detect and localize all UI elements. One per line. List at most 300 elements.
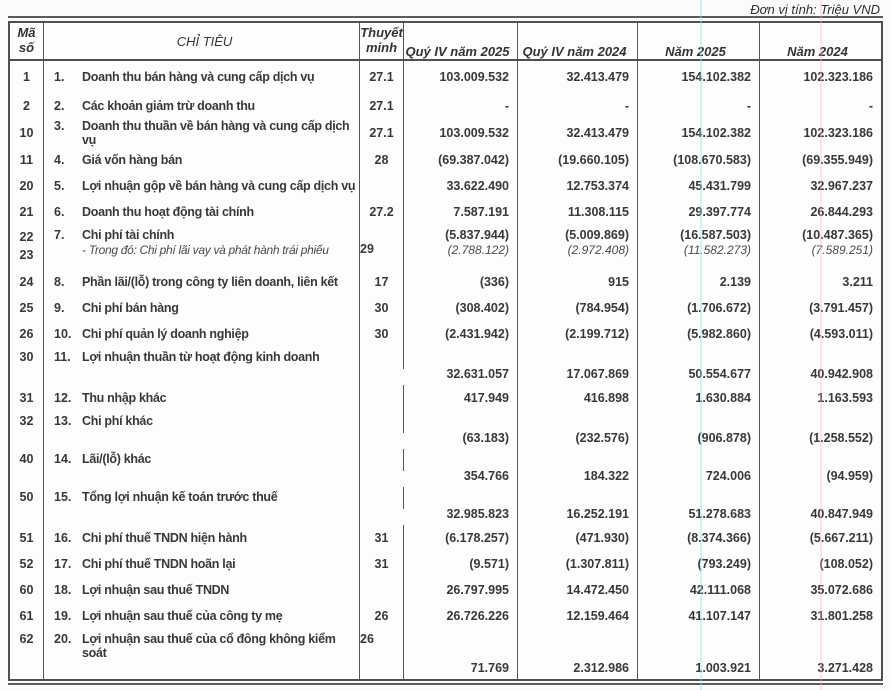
header-col-label: Năm 2025 xyxy=(665,44,726,59)
row-value-text: 3.271.428 xyxy=(817,661,873,675)
row-value-text: 40.847.949 xyxy=(810,507,873,521)
row-note xyxy=(360,577,404,603)
row-label-cell xyxy=(44,173,360,199)
row-value xyxy=(760,347,881,385)
table-header-row xyxy=(10,23,881,61)
row-value-text: 26.726.226 xyxy=(446,609,509,623)
row-number: 17. xyxy=(54,557,72,571)
row-value-text: (9.571) xyxy=(469,557,509,571)
table-row xyxy=(10,411,881,449)
row-value-text: 31.801.258 xyxy=(810,609,873,623)
row-value xyxy=(638,93,760,119)
row-value-text: - xyxy=(624,99,629,113)
row-label-line xyxy=(54,228,357,242)
row-value-text: 14.472.450 xyxy=(566,583,629,597)
row-value-text: 354.766 xyxy=(463,469,509,483)
row-value-text: 1.630.884 xyxy=(695,391,751,405)
row-label-line xyxy=(54,153,357,167)
row-value xyxy=(760,321,881,347)
row-label-line xyxy=(54,557,357,571)
row-code-value: 11 xyxy=(19,153,34,167)
row-value-text: 2.312.986 xyxy=(573,661,629,675)
row-value xyxy=(760,269,881,295)
row-value-text: (232.576) xyxy=(575,431,629,445)
row-value xyxy=(518,173,638,199)
row-value xyxy=(760,603,881,629)
row-label: Doanh thu thuần về bán hàng và cung cấp dịch vụ xyxy=(82,119,350,147)
row-value-text: 45.431.799 xyxy=(688,179,751,193)
row-note xyxy=(360,487,404,509)
header-col-label: Năm 2024 xyxy=(787,44,848,59)
row-note xyxy=(360,295,404,321)
header-note xyxy=(360,23,404,59)
row-note-value: 26 xyxy=(374,609,389,623)
row-sublabel xyxy=(54,243,357,257)
row-value-text: 417.949 xyxy=(463,391,509,405)
row-value-text: 41.107.147 xyxy=(688,609,751,623)
row-value-text: 33.622.490 xyxy=(446,179,509,193)
row-value-text: (5.837.944) xyxy=(445,228,509,242)
row-value xyxy=(760,487,881,525)
row-value xyxy=(518,93,638,119)
row-value-text: (5.982.860) xyxy=(687,327,751,341)
row-number: 1. xyxy=(54,70,65,84)
row-label: Tổng lợi nhuận kế toán trước thuế xyxy=(82,490,278,504)
row-code-value: 52 xyxy=(19,557,34,571)
row-note-value: 17 xyxy=(374,275,389,289)
row-code-value: 24 xyxy=(19,275,34,289)
row-value-text: 26.844.293 xyxy=(810,205,873,219)
row-code xyxy=(10,269,44,295)
row-value-text: - xyxy=(504,99,509,113)
row-code-value: 51 xyxy=(19,531,34,545)
row-value-text: 17.067.869 xyxy=(566,367,629,381)
row-value xyxy=(518,577,638,603)
row-label: Chi phí thuế TNDN hiện hành xyxy=(82,531,247,545)
row-label: Lợi nhuận thuần từ hoạt động kinh doanh xyxy=(82,350,320,364)
row-subvalue-text: (2.788.122) xyxy=(447,243,509,257)
row-label: Chi phí quản lý doanh nghiệp xyxy=(82,327,249,341)
row-label-line xyxy=(54,490,357,504)
row-label-line xyxy=(54,391,357,405)
row-value xyxy=(404,119,518,147)
row-label-line xyxy=(54,583,357,597)
row-value xyxy=(760,199,881,225)
row-number: 14. xyxy=(54,452,72,466)
row-value xyxy=(404,269,518,295)
row-value-text: (784.954) xyxy=(575,301,629,315)
row-value xyxy=(638,603,760,629)
row-label-line xyxy=(54,327,357,341)
row-value-text: 29.397.774 xyxy=(688,205,751,219)
row-value-text: 32.985.823 xyxy=(446,507,509,521)
row-code xyxy=(10,449,44,487)
row-label-line xyxy=(54,531,357,545)
row-note xyxy=(360,225,404,269)
row-value xyxy=(518,525,638,551)
row-number: 4. xyxy=(54,153,65,167)
row-value xyxy=(518,225,638,269)
row-value xyxy=(404,629,518,679)
row-label-line xyxy=(54,452,357,466)
table-row xyxy=(10,525,881,551)
row-value xyxy=(638,385,760,411)
row-value xyxy=(638,321,760,347)
row-code xyxy=(10,347,44,385)
row-value-text: 1.163.593 xyxy=(817,391,873,405)
row-value xyxy=(404,93,518,119)
row-value xyxy=(760,225,881,269)
row-value xyxy=(518,61,638,93)
row-label-cell xyxy=(44,449,360,487)
row-code xyxy=(10,385,44,411)
row-value xyxy=(518,551,638,577)
row-note-value: 27.1 xyxy=(369,99,394,113)
row-value-text: 3.211 xyxy=(842,275,873,289)
table-row xyxy=(10,603,881,629)
row-label-cell xyxy=(44,551,360,577)
row-code-value: 1 xyxy=(23,70,30,84)
row-label-cell xyxy=(44,93,360,119)
row-code xyxy=(10,225,44,269)
row-value xyxy=(760,295,881,321)
row-code-value: 21 xyxy=(19,205,34,219)
row-value-text: (108.052) xyxy=(819,557,873,571)
header-col-q4-2024 xyxy=(518,23,638,59)
row-value-text: 26.797.995 xyxy=(446,583,509,597)
row-number: 13. xyxy=(54,414,72,428)
row-label-line xyxy=(54,179,357,193)
row-label-cell xyxy=(44,147,360,173)
row-value xyxy=(518,269,638,295)
row-number: 18. xyxy=(54,583,72,597)
row-note-value: 30 xyxy=(374,301,389,315)
row-value-text: 51.278.683 xyxy=(688,507,751,521)
row-number: 2. xyxy=(54,99,65,113)
row-value xyxy=(760,119,881,147)
row-label: Chi phí khác xyxy=(82,414,153,428)
row-value xyxy=(404,147,518,173)
row-value-text: 184.322 xyxy=(583,469,629,483)
row-note xyxy=(360,449,404,471)
row-label-line xyxy=(54,205,357,219)
row-code xyxy=(10,577,44,603)
row-value-text: - xyxy=(746,99,751,113)
row-value xyxy=(638,551,760,577)
row-note xyxy=(360,525,404,551)
row-value xyxy=(518,347,638,385)
row-value-text: 32.413.479 xyxy=(566,70,629,84)
row-value xyxy=(404,411,518,449)
row-value xyxy=(404,385,518,411)
row-label: Lợi nhuận sau thuế của công ty mẹ xyxy=(82,609,283,623)
row-value-text: 915 xyxy=(608,275,629,289)
table-row xyxy=(10,269,881,295)
row-number: 12. xyxy=(54,391,72,405)
row-number: 8. xyxy=(54,275,65,289)
row-value-text: (1.258.552) xyxy=(809,431,873,445)
row-label-line xyxy=(54,275,357,289)
row-note-value: 31 xyxy=(374,557,389,571)
row-value xyxy=(638,347,760,385)
row-value xyxy=(518,487,638,525)
row-value xyxy=(518,295,638,321)
row-label: Các khoản giảm trừ doanh thu xyxy=(82,99,255,113)
row-code xyxy=(10,525,44,551)
header-item-label: CHỈ TIÊU xyxy=(176,33,233,49)
row-value xyxy=(760,551,881,577)
row-note xyxy=(360,347,404,369)
row-value xyxy=(518,385,638,411)
table-row xyxy=(10,225,881,269)
unit-label: Đơn vị tính: Triệu VND xyxy=(750,2,880,17)
row-label-cell xyxy=(44,525,360,551)
row-note xyxy=(360,411,404,433)
row-value-text: (19.660.105) xyxy=(558,153,629,167)
row-code-value: 40 xyxy=(19,452,34,466)
header-col-label: Quý IV năm 2024 xyxy=(522,44,627,59)
row-note xyxy=(360,147,404,173)
row-value-text: 32.967.237 xyxy=(810,179,873,193)
row-value xyxy=(518,629,638,679)
row-number: 19. xyxy=(54,609,72,623)
row-number: 9. xyxy=(54,301,65,315)
row-note xyxy=(360,551,404,577)
row-value xyxy=(638,295,760,321)
row-code-value: 23 xyxy=(19,248,34,263)
row-label: Lợi nhuận sau thuế của cổ đông không kiểm soát xyxy=(82,632,336,660)
row-value-text: (4.593.011) xyxy=(809,327,873,341)
table-row xyxy=(10,147,881,173)
row-value-text: 32.631.057 xyxy=(446,367,509,381)
row-value-text: (69.355.949) xyxy=(802,153,873,167)
row-label-cell xyxy=(44,119,360,147)
row-value-text: 7.587.191 xyxy=(453,205,509,219)
row-label: Chi phí thuế TNDN hoãn lại xyxy=(82,557,236,571)
row-note-value: 30 xyxy=(374,327,389,341)
row-value-text: 16.252.191 xyxy=(566,507,629,521)
row-note xyxy=(360,603,404,629)
table-row xyxy=(10,449,881,487)
row-note xyxy=(360,61,404,93)
row-label-cell xyxy=(44,603,360,629)
row-note xyxy=(360,93,404,119)
row-number: 16. xyxy=(54,531,72,545)
table-row xyxy=(10,629,881,679)
row-label-cell xyxy=(44,577,360,603)
header-code xyxy=(10,23,44,59)
row-label-cell xyxy=(44,269,360,295)
row-value xyxy=(518,603,638,629)
row-value xyxy=(638,487,760,525)
row-value xyxy=(404,295,518,321)
row-label-line xyxy=(54,414,357,428)
row-label-cell xyxy=(44,411,360,449)
row-code xyxy=(10,411,44,449)
row-label: Doanh thu bán hàng và cung cấp dịch vụ xyxy=(82,70,315,84)
row-value xyxy=(518,199,638,225)
row-code-value: 22 xyxy=(19,230,34,244)
row-value xyxy=(760,411,881,449)
row-value-text: (793.249) xyxy=(697,557,751,571)
table-row xyxy=(10,93,881,119)
row-value xyxy=(638,525,760,551)
row-label-line xyxy=(54,350,357,364)
row-note xyxy=(360,269,404,295)
row-value xyxy=(638,449,760,487)
row-subvalue-text: (2.972.408) xyxy=(567,243,629,257)
row-value xyxy=(638,119,760,147)
row-note xyxy=(360,629,404,679)
row-value xyxy=(518,411,638,449)
row-value xyxy=(404,347,518,385)
row-label-cell xyxy=(44,385,360,411)
row-code-value: 30 xyxy=(19,350,34,364)
row-value-text: 42.111.068 xyxy=(689,583,751,597)
income-statement-table xyxy=(8,21,883,681)
row-subvalue-text: (11.582.273) xyxy=(683,243,751,257)
row-label-cell xyxy=(44,347,360,385)
row-value xyxy=(404,525,518,551)
row-value xyxy=(760,173,881,199)
header-col-year-2025 xyxy=(638,23,760,59)
row-code xyxy=(10,199,44,225)
table-row xyxy=(10,347,881,385)
row-code xyxy=(10,147,44,173)
row-value xyxy=(760,93,881,119)
row-value-text: (471.930) xyxy=(575,531,629,545)
row-value-text: (63.183) xyxy=(462,431,509,445)
row-value xyxy=(404,487,518,525)
table-row xyxy=(10,551,881,577)
row-number: 11. xyxy=(54,350,71,364)
row-value-text: (94.959) xyxy=(826,469,873,483)
row-code-value: 26 xyxy=(19,327,34,341)
row-code xyxy=(10,61,44,93)
row-value-text: (906.878) xyxy=(697,431,751,445)
row-label-line xyxy=(54,99,357,113)
header-col-year-2024 xyxy=(760,23,881,59)
row-number: 3. xyxy=(54,119,65,133)
row-code-value: 62 xyxy=(19,632,34,646)
row-value xyxy=(638,225,760,269)
row-value xyxy=(404,551,518,577)
row-label-line xyxy=(54,119,357,147)
row-label-line xyxy=(54,632,357,660)
row-value-text: 102.323.186 xyxy=(803,70,873,84)
row-code-value: 25 xyxy=(19,301,34,315)
row-label-cell xyxy=(44,295,360,321)
header-col-q4-2025 xyxy=(404,23,518,59)
row-note xyxy=(360,173,404,199)
table-body xyxy=(10,61,881,679)
header-code-label: Mã số xyxy=(17,25,36,55)
table-row xyxy=(10,61,881,93)
row-value xyxy=(404,61,518,93)
row-label-cell xyxy=(44,321,360,347)
row-label: Chi phí tài chính xyxy=(82,228,175,242)
row-note-value: 27.1 xyxy=(369,126,394,140)
row-value-text: (5.667.211) xyxy=(809,531,873,545)
row-value xyxy=(760,385,881,411)
row-label-cell xyxy=(44,61,360,93)
row-value xyxy=(638,147,760,173)
row-value-text: 12.159.464 xyxy=(566,609,629,623)
row-code-value: 2 xyxy=(23,99,30,113)
row-value xyxy=(404,173,518,199)
row-value-text: 103.009.532 xyxy=(439,126,509,140)
row-code-value: 20 xyxy=(19,179,34,193)
row-code-value: 10 xyxy=(19,126,34,140)
row-value xyxy=(638,173,760,199)
row-label: Doanh thu hoạt động tài chính xyxy=(82,205,254,219)
row-note xyxy=(360,321,404,347)
row-value xyxy=(518,449,638,487)
table-row xyxy=(10,385,881,411)
row-value-text: 40.942.908 xyxy=(810,367,873,381)
row-value-text: (308.402) xyxy=(455,301,509,315)
bottom-rule xyxy=(8,683,883,685)
row-value xyxy=(760,61,881,93)
row-value-text: (10.487.365) xyxy=(802,228,873,242)
row-note xyxy=(360,119,404,147)
row-label-cell xyxy=(44,225,360,269)
row-label-cell xyxy=(44,487,360,525)
row-number: 7. xyxy=(54,228,65,242)
row-value xyxy=(404,321,518,347)
row-value xyxy=(760,577,881,603)
row-value-text: (8.374.366) xyxy=(687,531,751,545)
row-value xyxy=(760,525,881,551)
table-row xyxy=(10,173,881,199)
row-number: 15. xyxy=(54,490,72,504)
row-number: 10. xyxy=(54,327,72,341)
row-number: 6. xyxy=(54,205,65,219)
row-value xyxy=(404,577,518,603)
row-value-text: (336) xyxy=(479,275,509,289)
row-value-text: 102.323.186 xyxy=(803,126,873,140)
row-label: Giá vốn hàng bán xyxy=(82,153,183,167)
row-note-value: 26 xyxy=(360,632,374,646)
row-note-value: 27.1 xyxy=(369,70,394,84)
row-value-text: 71.769 xyxy=(470,661,509,675)
row-value xyxy=(760,629,881,679)
row-value-text: (69.387.042) xyxy=(438,153,509,167)
row-code xyxy=(10,173,44,199)
row-code xyxy=(10,487,44,525)
row-value-text: 32.413.479 xyxy=(566,126,629,140)
row-note-value: 31 xyxy=(374,531,389,545)
row-code xyxy=(10,603,44,629)
row-label: Phần lãi/(lỗ) trong công ty liên doanh, liên kết xyxy=(82,275,338,289)
row-label-cell xyxy=(44,199,360,225)
row-value-text: 35.072.686 xyxy=(810,583,873,597)
row-sublabel-text: - Trong đó: Chi phí lãi vay và phát hành trái phiếu xyxy=(82,243,329,257)
row-value xyxy=(404,225,518,269)
row-value-text: 1.003.921 xyxy=(695,661,751,675)
row-value xyxy=(638,199,760,225)
row-label-line xyxy=(54,70,357,84)
row-value-text: 154.102.382 xyxy=(681,70,751,84)
header-note-label: Thuyết minh xyxy=(360,25,403,55)
row-value-text: 103.009.532 xyxy=(439,70,509,84)
row-value-text: (5.009.869) xyxy=(565,228,629,242)
row-label: Chi phí bán hàng xyxy=(82,301,179,315)
row-value-text: - xyxy=(868,99,873,113)
row-value xyxy=(404,603,518,629)
row-label-cell xyxy=(44,629,360,679)
row-label-line xyxy=(54,609,357,623)
